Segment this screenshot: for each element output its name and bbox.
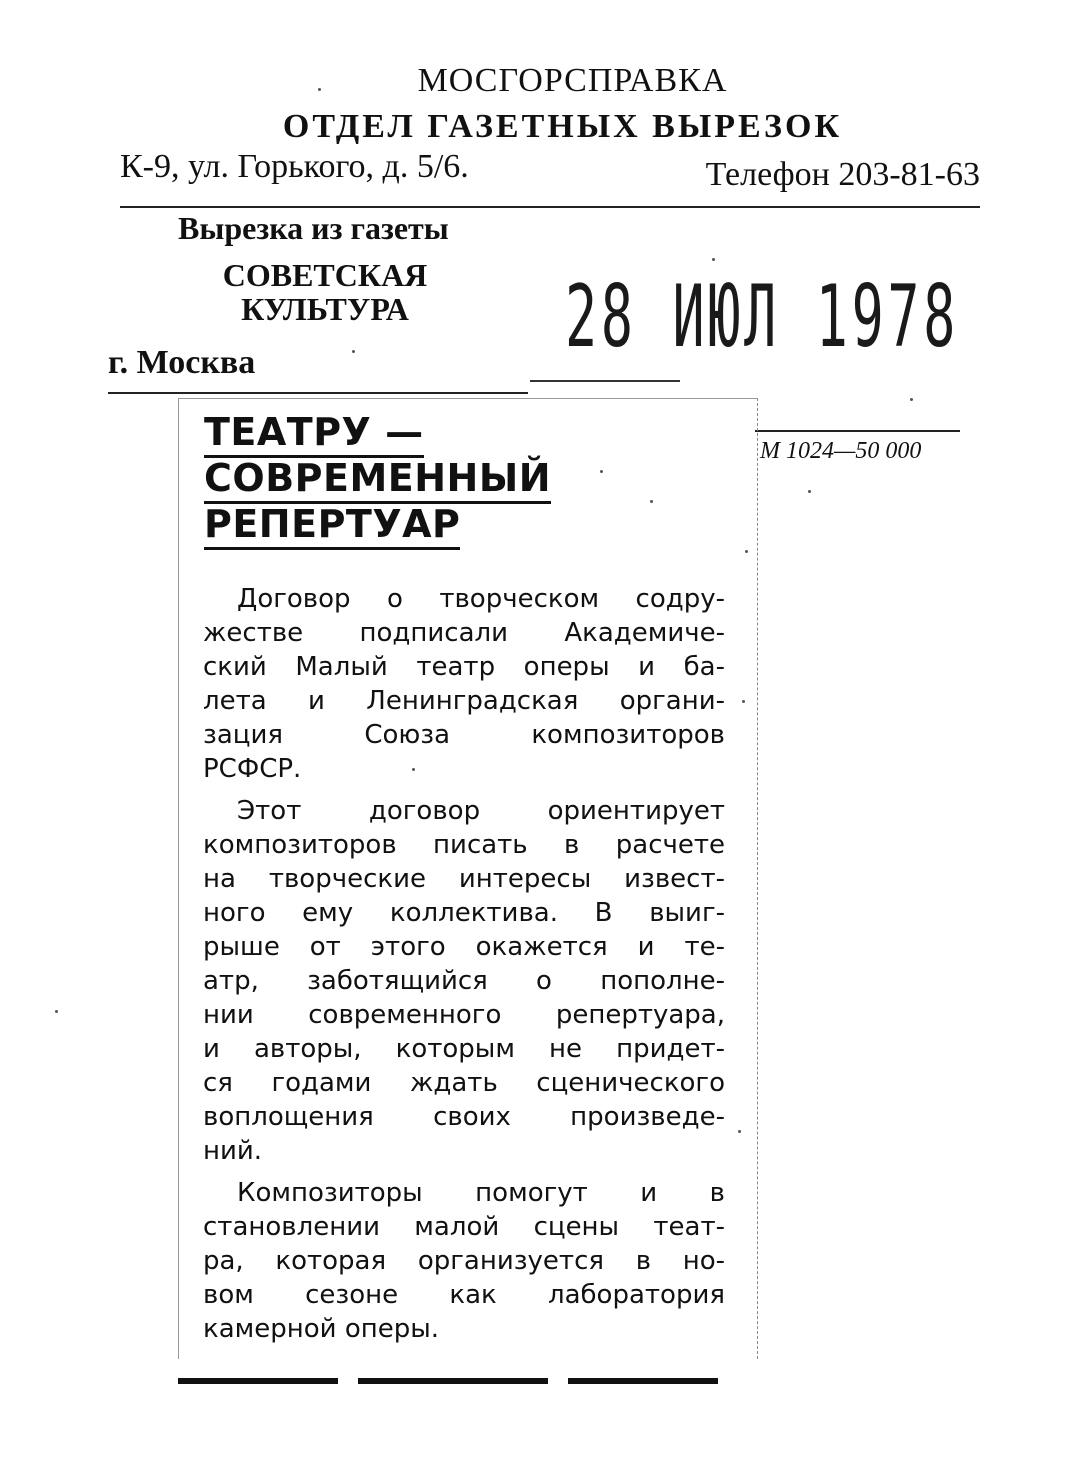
text-line: композиторов писать в расчете <box>203 830 725 860</box>
end-rule <box>178 1378 338 1384</box>
speck <box>712 258 715 261</box>
article-headline <box>204 410 564 548</box>
text-line: становлении малой сцены теат- <box>203 1212 725 1242</box>
speck <box>808 490 811 493</box>
article-paragraph <box>203 582 725 786</box>
speck <box>738 1130 741 1133</box>
newspaper-name <box>205 258 445 326</box>
text-line: Договор о творческом содру- <box>237 584 725 614</box>
text-line: Этот договор ориентирует <box>237 796 725 826</box>
text-line: и авторы, которым не придет- <box>203 1034 725 1064</box>
city: г. Москва <box>108 344 256 381</box>
speck <box>650 500 653 503</box>
text-line: вом сезоне как лаборатория <box>203 1280 725 1310</box>
end-rule <box>358 1378 548 1384</box>
text-line: ся годами ждать сценического <box>203 1068 725 1098</box>
article-paragraph <box>203 1176 725 1346</box>
text-line: ний. <box>203 1136 263 1166</box>
article-end-rules <box>178 1378 718 1386</box>
text-line: ного ему коллектива. В выиг- <box>203 898 725 928</box>
phone-number: Телефон 203-81-63 <box>705 156 980 193</box>
text-line: на творческие интересы извест- <box>203 864 725 894</box>
headline-line-text: СОВРЕМЕННЫЙ <box>204 456 551 504</box>
speck <box>745 550 748 553</box>
speck <box>910 398 913 401</box>
department-name: ОТДЕЛ ГАЗЕТНЫХ ВЫРЕЗОК <box>282 108 843 145</box>
speck <box>352 350 355 353</box>
text-line: Композиторы помогут и в <box>237 1178 725 1208</box>
text-line: рыше от этого окажется и те- <box>203 932 725 962</box>
text-line: жестве подписали Академиче- <box>203 618 725 648</box>
reference-rule <box>755 430 960 432</box>
reference-code: М 1024—50 000 <box>760 438 922 464</box>
text-line: зация Союза композиторов <box>203 720 725 750</box>
organization-name: МОСГОРСПРАВКА <box>417 62 728 99</box>
article-body <box>203 582 725 1346</box>
stamp-underline <box>530 380 680 382</box>
article-paragraph <box>203 794 725 1168</box>
newspaper-name-line2: КУЛЬТУРА <box>241 291 409 327</box>
speck <box>55 1010 58 1013</box>
text-line: ра, которая организуется в но- <box>203 1246 725 1276</box>
end-rule <box>568 1378 718 1384</box>
headline-line-text: РЕПЕРТУАР <box>204 502 460 550</box>
address-row <box>120 148 980 208</box>
speck <box>318 88 321 91</box>
headline-line-text: ТЕАТРУ — <box>204 410 424 458</box>
text-line: лета и Ленинградская органи- <box>203 686 725 716</box>
speck <box>600 470 603 473</box>
headline-line <box>204 502 564 548</box>
text-line: нии современного репертуара, <box>203 1000 725 1030</box>
text-line: камерной оперы. <box>203 1314 440 1344</box>
text-line: РСФСР. <box>203 754 302 784</box>
address: К-9, ул. Горького, д. 5/6. <box>120 148 469 185</box>
speck <box>742 700 745 703</box>
clipping-label: Вырезка из газеты <box>178 210 449 246</box>
headline-line <box>204 456 564 502</box>
text-line: воплощения своих произведе- <box>203 1102 725 1132</box>
headline-line <box>204 410 564 456</box>
newspaper-name-line1: СОВЕТСКАЯ <box>222 257 428 293</box>
text-line: ский Малый театр оперы и ба- <box>203 652 725 682</box>
text-line: атр, заботящийся о пополне- <box>203 966 725 996</box>
date-stamp: 28 ИЮЛ 1978 <box>565 267 960 367</box>
city-row <box>108 340 528 394</box>
speck <box>412 768 415 771</box>
